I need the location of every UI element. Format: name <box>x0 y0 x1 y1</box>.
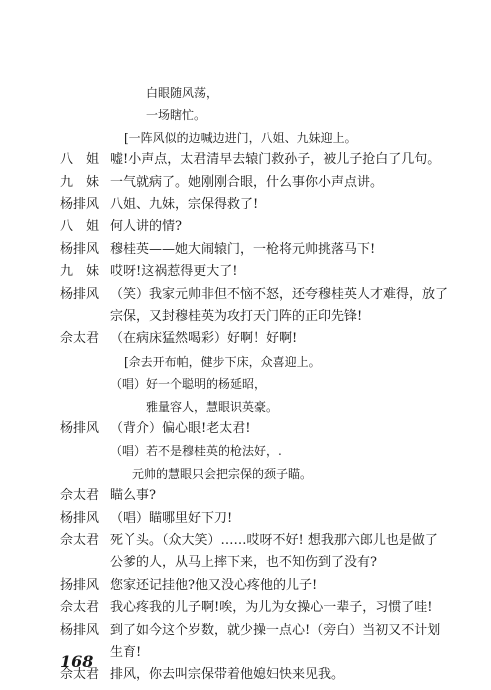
script-line <box>0 485 491 507</box>
lyric-text: 白眼随风荡， <box>146 86 219 100</box>
dialogue-text: 瞄么事? <box>110 488 156 503</box>
speaker-name: 杨排风 <box>60 421 100 436</box>
dialogue-text: （笑）我家元帅非但不恼不怒，还夸穆桂英人才难得，放了 <box>110 287 449 302</box>
dialogue-text: （在病床猛然喝彩）好啊！好啊! <box>110 331 298 346</box>
script-line <box>0 261 491 283</box>
script-line <box>0 620 491 642</box>
speaker-name: 八 姐 <box>60 152 100 167</box>
script-line <box>0 104 491 126</box>
script-line <box>0 463 491 485</box>
speaker-name: 杨排风 <box>60 623 100 638</box>
dialogue-text: 到了如今这个岁数，就少操一点心!（旁白）当初又不计划 <box>110 623 441 638</box>
script-line <box>0 597 491 619</box>
speaker-name: 杨排风 <box>60 242 100 257</box>
dialogue-text: 八姐、九妹，宗保得救了! <box>110 197 259 212</box>
script-line <box>0 284 491 306</box>
script-line <box>0 172 491 194</box>
stage-direction: [佘去开布帕，健步下床，众喜迎上。 <box>124 355 321 369</box>
lyric-text: 元帅的慧眼只会把宗保的颈子瞄。 <box>132 467 313 481</box>
lyric-text: 雅量容人，慧眼识英豪。 <box>146 400 279 414</box>
dialogue-text: 排风，你去叫宗保带着他媳妇快来见我。 <box>110 667 345 682</box>
speaker-name: 杨排风 <box>60 287 100 302</box>
speaker-name: 八 姐 <box>60 219 100 234</box>
script-line <box>0 149 491 171</box>
script-line <box>0 508 491 530</box>
script-line <box>0 82 491 104</box>
speaker-name: 九 妹 <box>60 264 100 279</box>
speaker-name: 佘太君 <box>60 533 100 548</box>
dialogue-text: 您家还记挂他?他又没心疼他的儿子! <box>110 578 318 593</box>
script-line <box>0 440 491 462</box>
speaker-name: 佘太君 <box>60 331 100 346</box>
dialogue-text: 我心疼我的儿子啊!唉，为儿为女操心一辈子，习惯了哇! <box>110 600 433 615</box>
speaker-name: 佘太君 <box>60 488 100 503</box>
dialogue-text: 生育! <box>110 645 142 660</box>
script-line <box>0 351 491 373</box>
lyric-text: （唱）好一个聪明的杨延昭， <box>110 377 267 391</box>
dialogue-text: 死丫头。（众大笑）……哎呀不好! 想我那六郎儿也是做了 <box>110 533 438 548</box>
script-line <box>0 575 491 597</box>
script-line <box>0 127 491 149</box>
dialogue-text: （背介）偏心眼!老太君! <box>110 421 251 436</box>
dialogue-text: 宗保，又封穆桂英为攻打天门阵的正印先锋! <box>110 309 363 324</box>
page-number: 168 <box>60 652 94 671</box>
speaker-name: 杨排风 <box>60 511 100 526</box>
speaker-name: 扬排风 <box>60 578 100 593</box>
script-line <box>0 216 491 238</box>
lyric-text: （唱）若不是穆桂英的枪法好，. <box>110 444 282 458</box>
lyric-text: 一场瞎忙。 <box>146 108 207 122</box>
speaker-name: 佘太君 <box>60 667 100 682</box>
speaker-name: 杨排风 <box>60 197 100 212</box>
speaker-name: 佘太君 <box>60 600 100 615</box>
dialogue-text: 嘘!小声点，太君清早去辕门救孙子，被儿子抢白了几句。 <box>110 152 441 167</box>
script-line <box>0 552 491 574</box>
dialogue-text: 何人讲的情? <box>110 219 182 234</box>
speaker-name: 九 妹 <box>60 175 100 190</box>
script-line <box>0 373 491 395</box>
dialogue-text: 公爹的人，从马上摔下来，也不知伤到了没有? <box>110 555 377 570</box>
script-line <box>0 328 491 350</box>
script-line <box>0 530 491 552</box>
dialogue-text: （唱）瞄哪里好下刀! <box>110 511 233 526</box>
dialogue-text: 哎呀!这祸惹得更大了! <box>110 264 238 279</box>
script-line <box>0 306 491 328</box>
script-line <box>0 418 491 440</box>
dialogue-text: 一气就病了。她刚刚合眼，什么事你小声点讲。 <box>110 175 384 190</box>
dialogue-text: 穆桂英——她大闹辕门，一枪将元帅挑落马下! <box>110 242 376 257</box>
stage-direction: [一阵风似的边喊边进门，八姐、九妹迎上。 <box>124 131 357 145</box>
script-line <box>0 239 491 261</box>
script-line <box>0 396 491 418</box>
script-line <box>0 194 491 216</box>
